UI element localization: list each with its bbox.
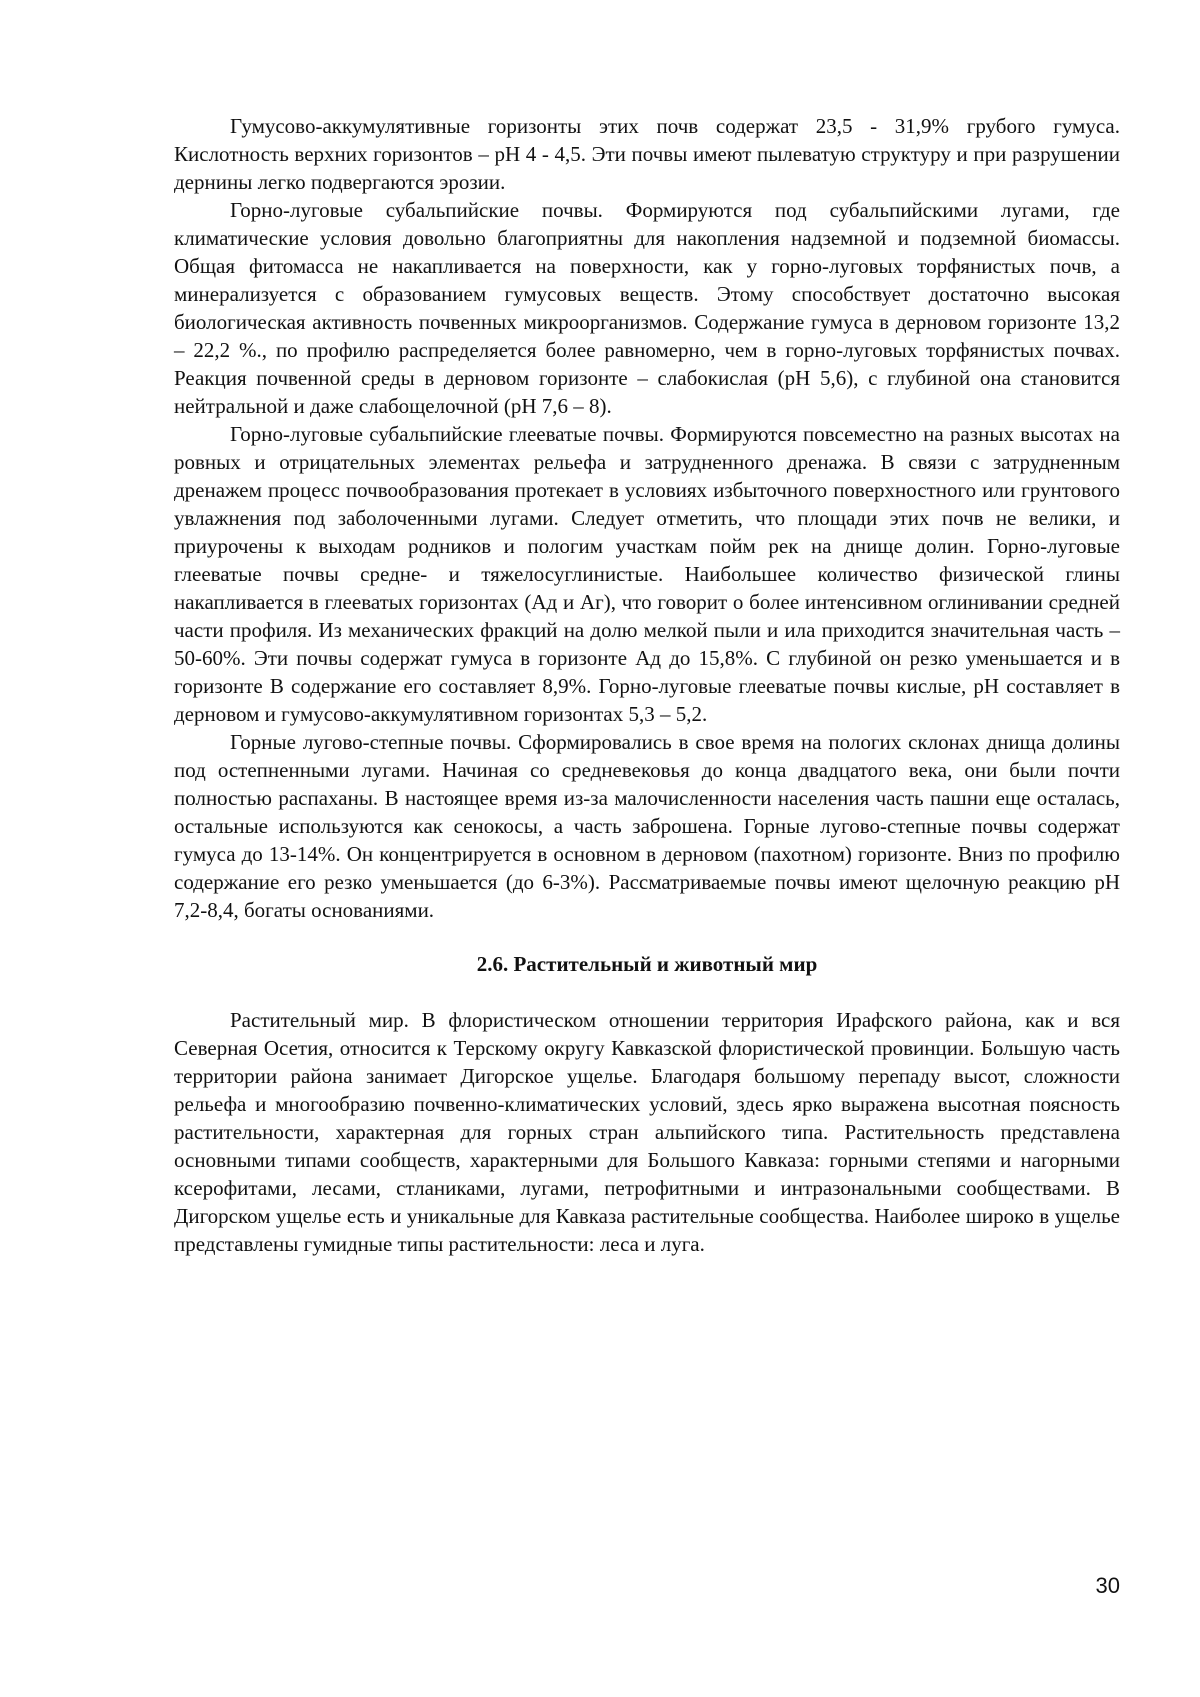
page-body	[174, 112, 1120, 1258]
section-heading: 2.6. Растительный и животный мир	[476, 952, 818, 976]
paragraph-humus-horizons: Гумусово-аккумулятивные горизонты этих почв содержат 23,5 - 31,9% грубого гумуса. Кислотность верхних горизонтов – pH 4 - 4,5. Эти почвы имеют пылеватую структуру и при разрушении дернины легко подвергаются эрозии.	[174, 114, 1120, 194]
paragraph-meadow-steppe-soils: Горные лугово-степные почвы. Сформировались в свое время на пологих склонах днища долины под остепненными лугами. Начиная со средневековья до конца двадцатого века, они были почти полностью распаханы. В настоящее время из-за малочисленности населения часть пашни еще осталась, остальные используются как сенокосы, а часть заброшена. Горные лугово-степные почвы содержат гумуса до 13-14%. Он концентрируется в основном в дерновом (пахотном) горизонте. Вниз по профилю содержание его резко уменьшается (до 6-3%). Рассматриваемые почвы имеют щелочную реакцию pH 7,2-8,4, богаты основаниями.	[174, 730, 1120, 922]
paragraph-gley-soils: Горно-луговые субальпийские глееватые почвы. Формируются повсеместно на разных высотах на ровных и отрицательных элементах рельефа и затрудненного дренажа. В связи с затрудненным дренажем процесс почвообразования протекает в условиях избыточного поверхностного или грунтового увлажнения под заболоченными лугами. Следует отметить, что площади этих почв не велики, и приурочены к выходам родников и пологим участкам пойм рек на днище долин. Горно-луговые глееватые почвы средне- и тяжелосуглинистые. Наибольшее количество физической глины накапливается в глееватых горизонтах (Ад и Аг), что говорит о более интенсивном оглинивании средней части профиля. Из механических фракций на долю мелкой пыли и ила приходится значительная часть – 50-60%. Эти почвы содержат гумуса в горизонте Ад до 15,8%. С глубиной он резко уменьшается и в горизонте В содержание его составляет 8,9%. Горно-луговые глееватые почвы кислые, pH составляет в дерновом и гумусово-аккумулятивном горизонтах 5,3 – 5,2.	[174, 422, 1120, 726]
paragraph-subalpine-soils: Горно-луговые субальпийские почвы. Формируются под субальпийскими лугами, где климатические условия довольно благоприятны для накопления надземной и подземной биомассы. Общая фитомасса не накапливается на поверхности, как у горно-луговых торфянистых почв, а минерализуется с образованием гумусовых веществ. Этому способствует достаточно высокая биологическая активность почвенных микроорганизмов. Содержание гумуса в дерновом горизонте 13,2 – 22,2 %., по профилю распределяется более равномерно, чем в горно-луговых торфянистых почвах. Реакция почвенной среды в дерновом горизонте – слабокислая (pH 5,6), с глубиной она становится нейтральной и даже слабощелочной (pH 7,6 – 8).	[174, 198, 1120, 418]
paragraph-vegetation: Растительный мир. В флористическом отношении территория Ирафского района, как и вся Северная Осетия, относится к Терскому округу Кавказской флористической провинции. Большую часть территории района занимает Дигорское ущелье. Благодаря большому перепаду высот, сложности рельефа и многообразию почвенно-климатических условий, здесь ярко выражена высотная поясность растительности, характерная для горных стран альпийского типа. Растительность представлена основными типами сообществ, характерными для Большого Кавказа: горными степями и нагорными ксерофитами, лесами, стланиками, лугами, петрофитными и интразональными сообществами. В Дигорском ущелье есть и уникальные для Кавказа растительные сообщества. Наиболее широко в ущелье представлены гумидные типы растительности: леса и луга.	[174, 1008, 1120, 1256]
page-number: 30	[1095, 1573, 1120, 1598]
